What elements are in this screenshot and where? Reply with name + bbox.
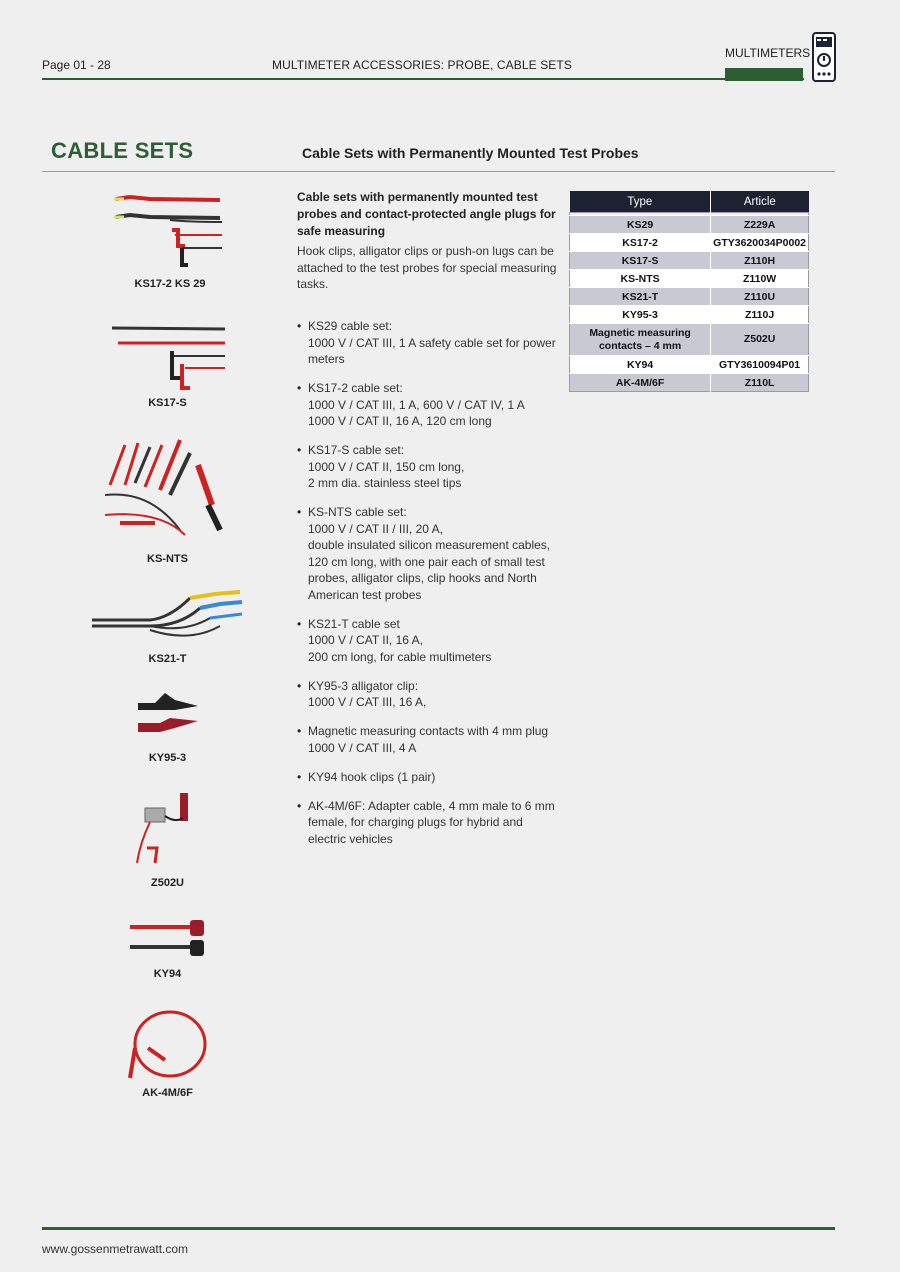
product-label-ks17-2-ks29: KS17-2 KS 29: [134, 278, 206, 290]
table-header-article: Article: [711, 191, 809, 213]
hook-clips-image: [125, 915, 210, 960]
list-item: [297, 769, 562, 786]
feature-list: [297, 318, 562, 860]
list-item: [297, 678, 562, 711]
header-rule: [42, 78, 804, 80]
list-item-line: double insulated silicon measurement cables, 120 cm long, with one pair each of small test probes, alligator clips, clip hooks and North American test probes: [308, 538, 551, 602]
list-item-line: 1000 V / CAT II, 16 A,: [308, 633, 423, 647]
list-item-title: • KS29 cable set:: [308, 319, 393, 333]
list-item: [297, 616, 562, 666]
list-item-title: • Magnetic measuring contacts with 4 mm plug: [308, 724, 549, 738]
list-item-title: • KY95-3 alligator clip:: [308, 678, 419, 693]
product-label-ky95-3: KY95-3: [148, 752, 187, 764]
table-cell-type: KY94: [570, 356, 711, 374]
table-cell-type: KS21-T: [570, 288, 711, 306]
list-item: [297, 798, 562, 848]
list-item-title: • KS17-2 cable set:: [308, 381, 403, 395]
probe-kit-image: [100, 435, 230, 545]
list-item-line: 2 mm dia. stainless steel tips: [308, 476, 462, 490]
header-title: MULTIMETER ACCESSORIES: PROBE, CABLE SETS: [272, 58, 572, 72]
probe-cable-pair-image: [110, 190, 230, 270]
table-cell-article: GTY3620034P0002: [711, 234, 809, 252]
footer-url[interactable]: www.gossenmetrawatt.com: [42, 1242, 189, 1256]
table-cell-type: Magnetic measuring contacts – 4 mm: [570, 324, 711, 356]
page-number: Page 01 - 28: [42, 58, 111, 72]
section-rule: [42, 171, 835, 172]
table-row: [570, 270, 809, 288]
list-item-line: 1000 V / CAT II / III, 20 A,: [308, 521, 443, 536]
list-item: [297, 380, 562, 430]
list-item-line: 1000 V / CAT III, 1 A, 600 V / CAT IV, 1 A: [308, 397, 525, 412]
list-item: [297, 442, 562, 492]
table-cell-article: Z229A: [711, 216, 809, 234]
list-item-line: 200 cm long, for cable multimeters: [308, 649, 492, 664]
product-label-ks-nts: KS-NTS: [147, 553, 188, 565]
header-tab: [725, 68, 803, 81]
list-item-title: • AK-4M/6F: Adapter cable, 4 mm male to 6 mm female, for charging plugs for hybrid and electric vehicles: [308, 798, 555, 846]
list-item-line: 1000 V / CAT III, 4 A: [308, 740, 417, 755]
table-row: [570, 288, 809, 306]
magnetic-contacts-image: [125, 788, 200, 868]
table-cell-type: KS29: [570, 216, 711, 234]
product-label-ks17-s: KS17-S: [148, 397, 187, 409]
table-cell-type: KY95-3: [570, 306, 711, 324]
table-row: [570, 374, 809, 392]
table-cell-article: GTY3610094P01: [711, 356, 809, 374]
table-cell-type: KS17-S: [570, 252, 711, 270]
table-header-type: Type: [570, 191, 711, 213]
list-item-title: • KS21-T cable set: [308, 616, 400, 631]
table-cell-article: Z110U: [711, 288, 809, 306]
multimeter-icon: [812, 32, 836, 82]
table-cell-article: Z110W: [711, 270, 809, 288]
article-table: [569, 191, 809, 392]
table-cell-article: Z110L: [711, 374, 809, 392]
table-row: [570, 356, 809, 374]
list-item-title: • KS-NTS cable set:: [308, 505, 407, 519]
product-label-ky94: KY94: [153, 968, 182, 980]
list-item-line: 1000 V / CAT II, 16 A, 120 cm long: [308, 414, 492, 428]
adapter-cable-image: [130, 1008, 210, 1083]
table-row: [570, 234, 809, 252]
list-item-line: 1000 V / CAT II, 150 cm long,: [308, 459, 465, 474]
table-cell-article: Z110H: [711, 252, 809, 270]
table-header-row: [570, 191, 809, 213]
table-cell-type: AK-4M/6F: [570, 374, 711, 392]
list-item: [297, 723, 562, 756]
probe-cable-pair-thin-image: [110, 318, 230, 393]
list-item-title: • KY94 hook clips (1 pair): [308, 769, 436, 784]
product-label-ks21-t: KS21-T: [148, 653, 187, 665]
footer-rule: [42, 1227, 835, 1230]
intro-title: Cable sets with permanently mounted test probes and contact-protected angle plugs for safe measuring: [297, 190, 556, 238]
table-cell-article: Z502U: [711, 324, 809, 356]
table-cell-type: KS17-2: [570, 234, 711, 252]
table-row: [570, 324, 809, 356]
list-item-line: 1000 V / CAT III, 1 A safety cable set for power meters: [308, 335, 556, 366]
intro-text: Hook clips, alligator clips or push-on lugs can be attached to the test probes for special measuring tasks.: [297, 244, 557, 291]
list-item-title: • KS17-S cable set:: [308, 443, 405, 457]
section-title: CABLE SETS: [51, 138, 194, 163]
table-row: [570, 216, 809, 234]
list-item: [297, 318, 562, 368]
table-cell-type: KS-NTS: [570, 270, 711, 288]
list-item-line: 1000 V / CAT III, 16 A,: [308, 695, 427, 709]
table-row: [570, 306, 809, 324]
section-subtitle: Cable Sets with Permanently Mounted Test Probes: [302, 145, 639, 161]
list-item: [297, 504, 562, 603]
alligator-clips-image: [130, 688, 205, 743]
product-label-ak-4m-6f: AK-4M/6F: [142, 1087, 193, 1099]
product-label-z502u: Z502U: [150, 877, 185, 889]
table-row: [570, 252, 809, 270]
cable-multimeter-probes-image: [90, 588, 245, 648]
table-cell-article: Z110J: [711, 306, 809, 324]
section-tag: MULTIMETERS: [725, 46, 811, 60]
